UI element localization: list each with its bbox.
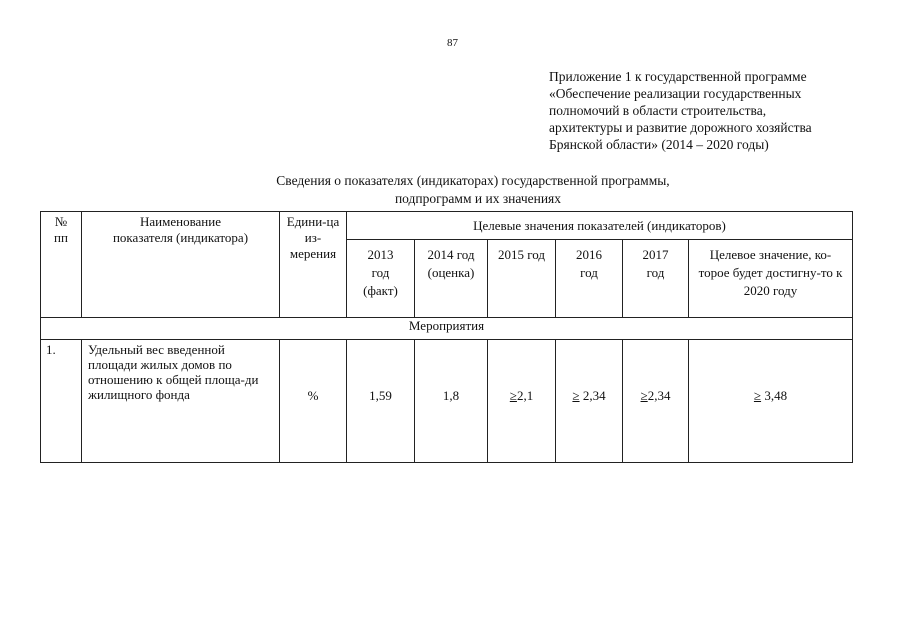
row-num: 1.: [41, 340, 82, 463]
header-year-2015: 2015 год: [488, 240, 556, 318]
table-title-line: Сведения о показателях (индикаторах) государственной программы,: [276, 173, 670, 188]
value-number: 3,48: [761, 388, 788, 403]
table-title: [40, 172, 905, 208]
value-2017: [623, 340, 689, 463]
value-number: 1,59: [369, 388, 392, 403]
value-sign: ≥: [640, 388, 648, 403]
value-2014: [415, 340, 488, 463]
appendix-note: [549, 68, 869, 153]
value-2013: [347, 340, 415, 463]
page-number: 87: [447, 37, 458, 49]
value-number: 2,34: [647, 388, 671, 403]
appendix-line: архитектуры и развитие дорожного хозяйства: [549, 120, 812, 135]
indicators-table: [40, 211, 853, 463]
row-unit: %: [280, 340, 347, 463]
appendix-line: «Обеспечение реализации государственных: [549, 86, 802, 101]
appendix-line: полномочий в области строительства,: [549, 103, 767, 118]
header-unit: Едини-ца из-мерения: [280, 212, 347, 318]
header-year-2017: 2017 год: [623, 240, 689, 318]
table-row: [41, 340, 853, 463]
table-title-line: подпрограмм и их значениях: [394, 191, 562, 206]
header-target-group: Целевые значения показателей (индикаторов): [347, 212, 853, 240]
header-target-2020: Целевое значение, ко-торое будет достигну-то к 2020 году: [689, 240, 853, 318]
appendix-line: Приложение 1 к государственной программе: [549, 69, 807, 84]
value-2016: [556, 340, 623, 463]
value-sign: ≥: [572, 388, 580, 403]
header-year-2014: 2014 год (оценка): [415, 240, 488, 318]
value-number: 2,34: [579, 388, 606, 403]
header-year-2016: 2016 год: [556, 240, 623, 318]
section-row: [41, 318, 853, 340]
value-2015: [488, 340, 556, 463]
header-year-2013: 2013 год (факт): [347, 240, 415, 318]
row-name: Удельный вес введенной площади жилых домов по отношению к общей площа-ди жилищного фонда: [82, 340, 280, 463]
value-number: 1,8: [442, 388, 460, 403]
appendix-line: Брянской области» (2014 – 2020 годы): [549, 137, 769, 152]
header-name: Наименование показателя (индикатора): [82, 212, 280, 318]
value-number: 2,1: [516, 388, 534, 403]
header-num: № пп: [41, 212, 82, 318]
header-row: [41, 212, 853, 240]
section-label: Мероприятия: [41, 318, 853, 340]
value-sign: ≥: [753, 388, 762, 403]
value-sign: ≥: [509, 388, 517, 403]
value-2020-target: [689, 340, 853, 463]
